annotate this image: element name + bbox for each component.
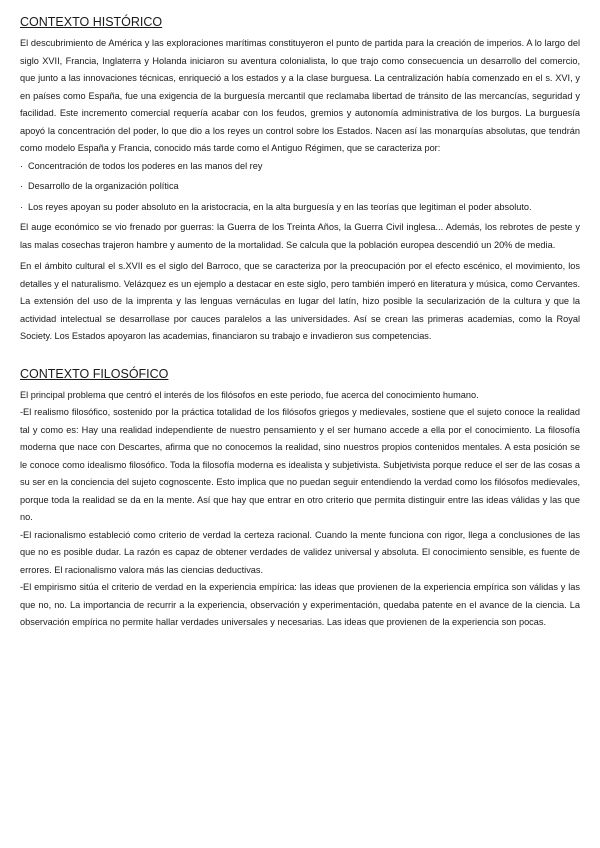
paragraph-historico-intro: El descubrimiento de América y las exploraciones marítimas constituyeron el punto de partida para la creación de imperios. A lo largo del siglo XVII, Francia, Inglaterra y Holanda iniciaron su aventura colonialista, lo que trajo como consecuencia un desarrollo del comercio, que junto a las innovaciones técnicas, enriqueció a los estados y a la clase burguesa. La centralización había comenzado en el s. XVI, y en países como España, fue una exigencia de la burguesía mercantil que reclamaba libertad de tránsito de las mercancías, seguridad y facilidad. Este incremento comercial requería acabar con los feudos, gremios y autonomía administrativa de los burgos. La burguesía apoyó la concentración del poder, lo que dio a los reyes un control sobre los Estados. Nacen así las monarquías absolutas, que tendrán como modelo España y Francia, conocido más tarde como el Antiguo Régimen, que se caracteriza por: (20, 38, 580, 153)
paragraph-cultura: En el ámbito cultural el s.XVII es el siglo del Barroco, que se caracteriza por la preocupación por el efecto escénico, el movimiento, los detalles y el naturalismo. Velázquez es un ejemplo a destacar en este siglo, pero también imperó en literatura y música, como Cervantes. La extensión del uso de la imprenta y las lenguas vernáculas en lugar del latín, hizo posible la secularización de la cultura y que la actividad intelectual se desarrollase por cauces paralelos a las universidades. Así se crean las primeras academias, como la Royal Society. Los Estados apoyaron las academias, financiaron su trabajo e invadieron sus competencias. (20, 261, 580, 341)
document-page (20, 14, 580, 632)
paragraph-empirismo: -El empirismo sitúa el criterio de verdad en la experiencia empírica: las ideas que provienen de la experiencia empírica son válidas y las que no, no. La importancia de recurrir a la experiencia, observación y experimentación, quedaba patente en el avance de la ciencia. La observación empírica no permite hallar verdades universales y necesarias. Las ideas que provienen de la experiencia son pocas. (20, 582, 580, 627)
list-item (20, 158, 580, 176)
list-item-text: Los reyes apoyan su poder absoluto en la aristocracia, en la alta burguesía y en las teorías que legitiman el poder absoluto. (28, 201, 532, 212)
list-item-text: Concentración de todos los poderes en las manos del rey (28, 160, 263, 171)
paragraph-realismo: -El realismo filosófico, sostenido por la práctica totalidad de los filósofos griegos y medievales, sostiene que el sujeto conoce la realidad tal y como es: Hay una realidad independiente de nuestro pensamiento y el ser humano accede a ella por el conocimiento. La filosofía moderna que nace con Descartes, afirma que no conocemos la realidad, sino nuestros propios contenidos mentales. A esta posición se le conoce como idealismo filosófico. Toda la filosofía moderna es idealista y subjetivista. Subjetivista porque reduce el ser de las cosas a su ser en la conciencia del sujeto cognoscente. Esto implica que no puedan seguir entendiendo la verdad como los filósofos medievales, porque toda la realidad se da en la mente. Así que hay que entrar en otro criterio que permita distinguir entre las ideas válidas y las que no. (20, 407, 580, 522)
section-title-filosofico: CONTEXTO FILOSÓFICO (20, 366, 169, 381)
bullet-dot: · (20, 181, 24, 191)
list-item (20, 199, 580, 217)
section-title-historico: CONTEXTO HISTÓRICO (20, 15, 163, 29)
bullet-list-antiguo-regimen (20, 158, 580, 217)
paragraph-racionalismo: -El racionalismo estableció como criterio de verdad la certeza racional. Cuando la mente funciona con rigor, llega a conclusiones de las que no es posible dudar. La razón es capaz de obtener verdades de validez universal y absoluta. El conocimiento sensible, es fuente de errores. El racionalismo valora más las ciencias deductivas. (20, 529, 580, 575)
list-item (20, 178, 580, 196)
bullet-dot: · (20, 160, 24, 171)
list-item-text: Desarrollo de la organización política (28, 181, 179, 191)
bullet-dot: · (20, 201, 24, 212)
paragraph-economia: El auge económico se vio frenado por guerras: la Guerra de los Treinta Años, la Guerra Civil inglesa... Además, los rebrotes de peste y las malas cosechas trajeron hambre y aumento de la mortalidad. Se calcula que la población europea descendió un 20% de media. (20, 222, 580, 250)
paragraph-filosofico-intro: El principal problema que centró el interés de los filósofos en este periodo, fue acerca del conocimiento humano. (20, 389, 479, 400)
